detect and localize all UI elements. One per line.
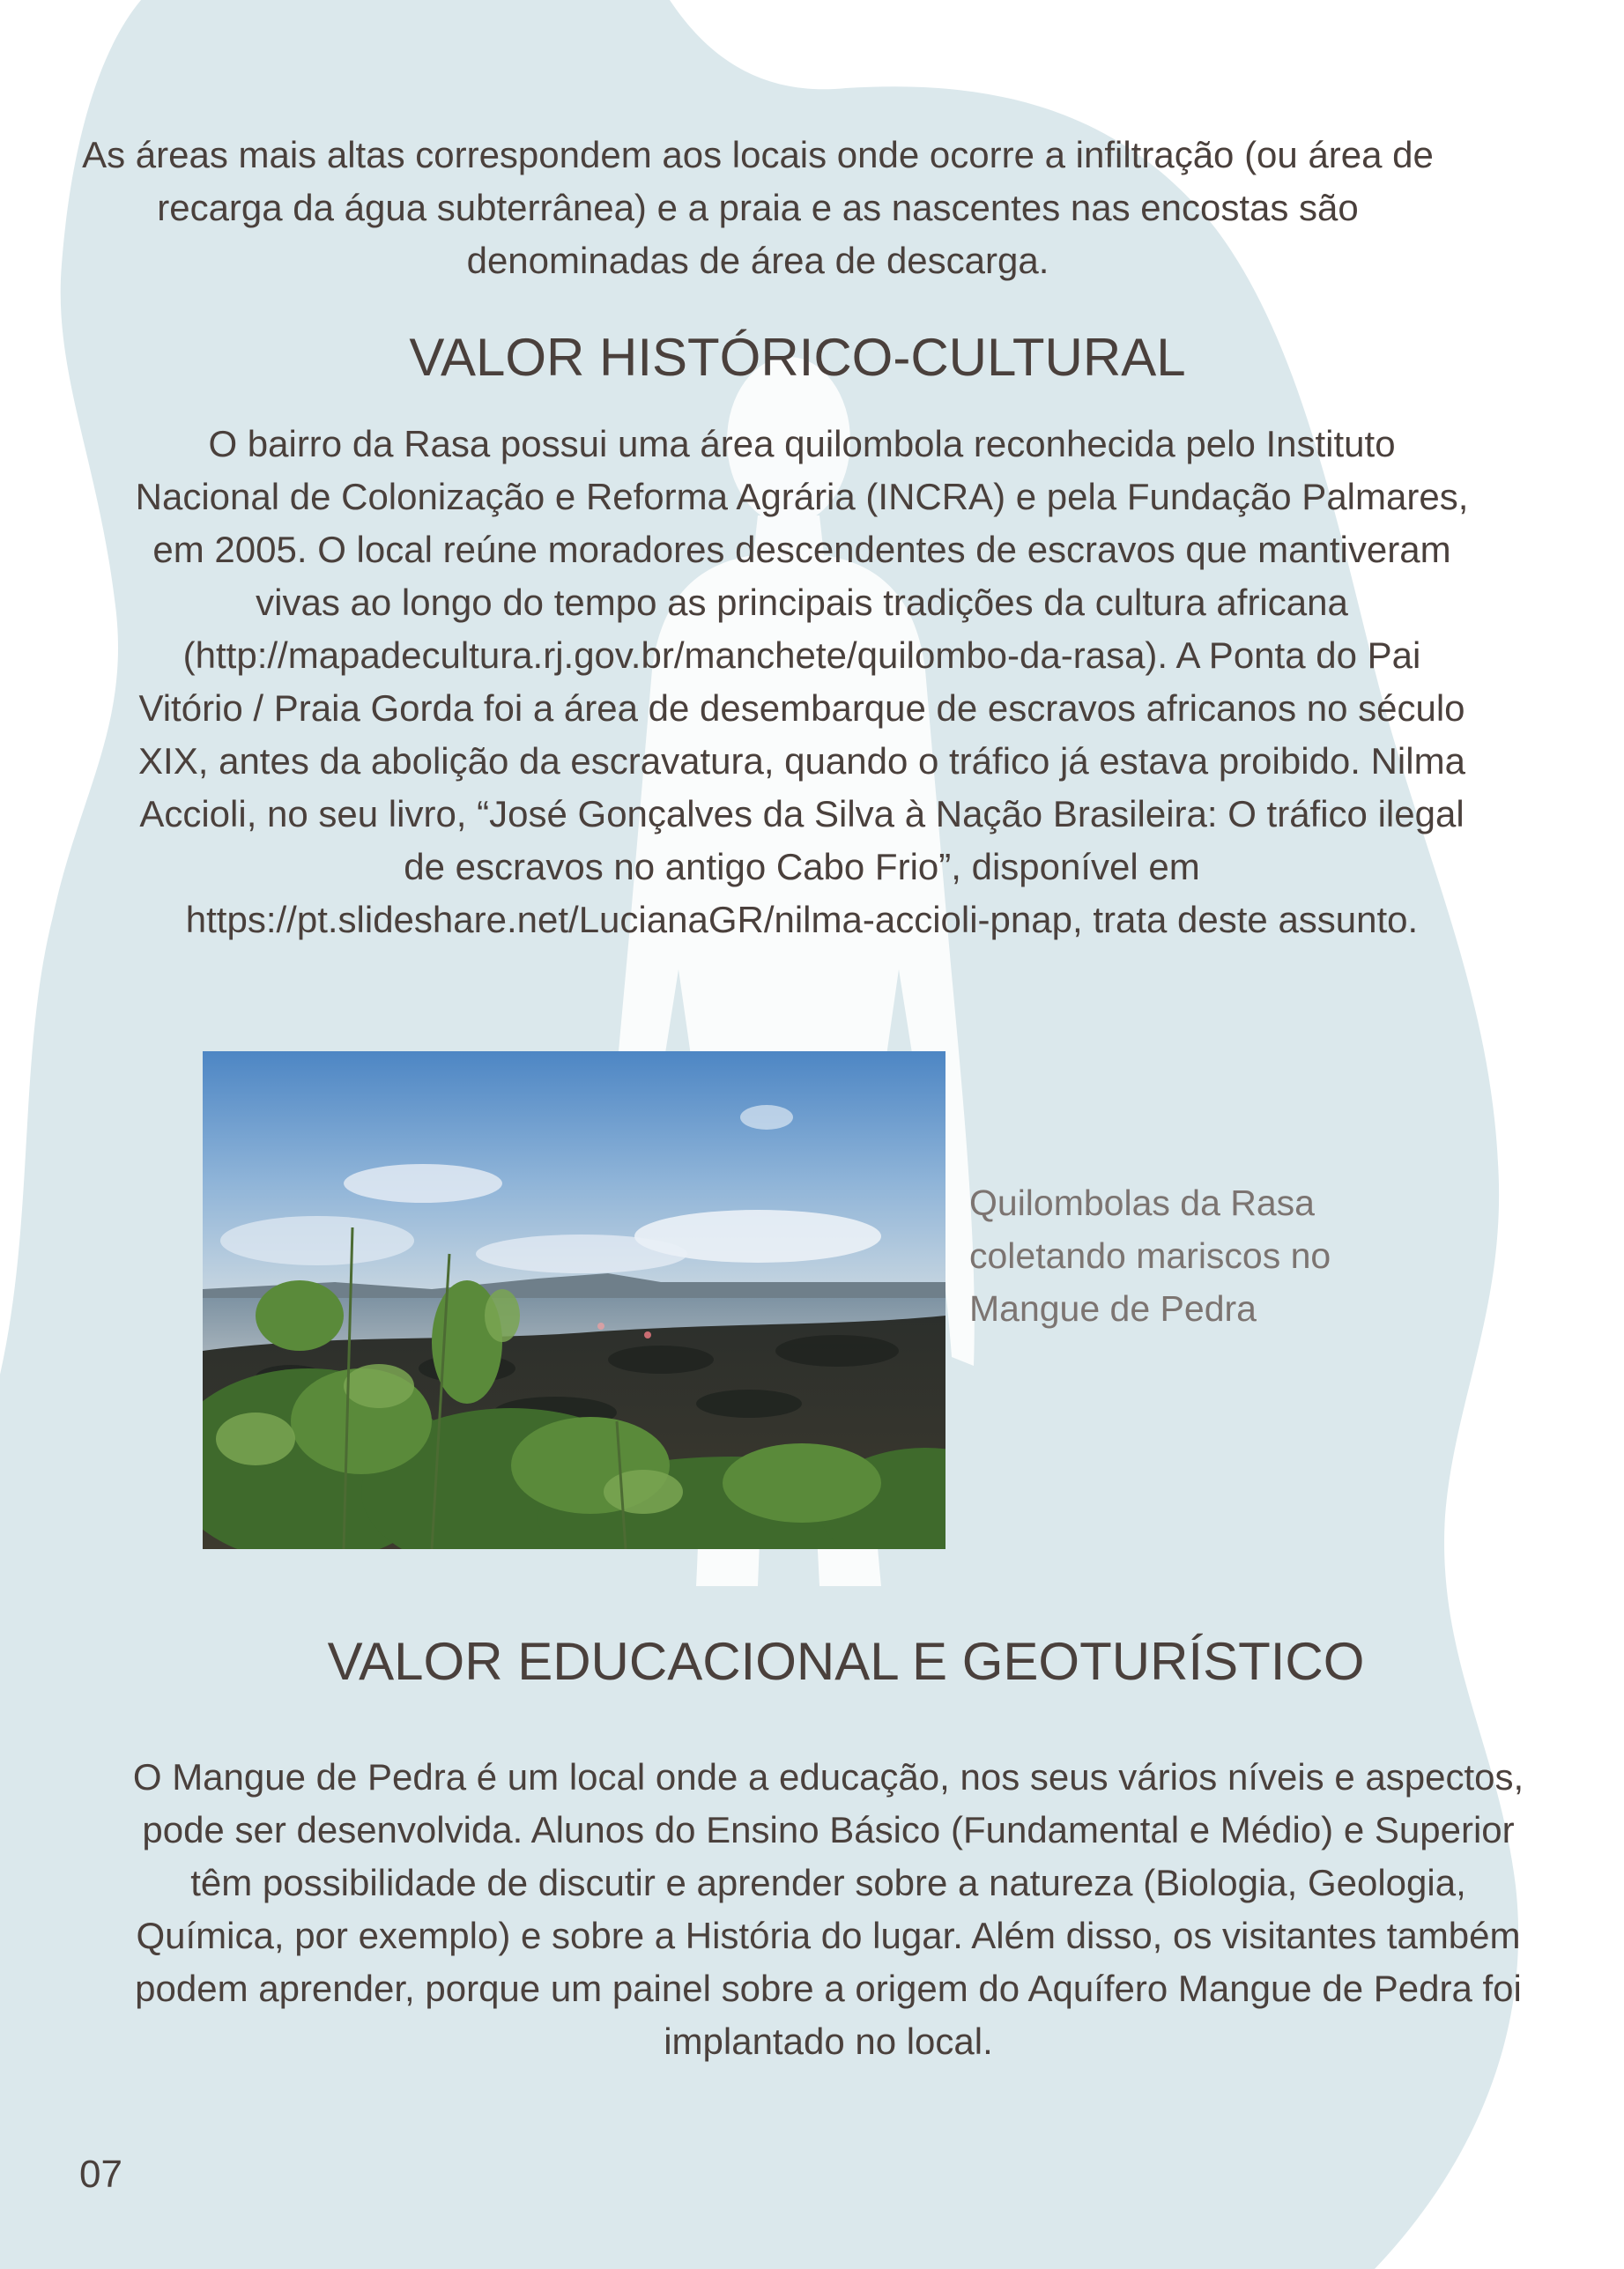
- photo-caption: Quilombolas da Rasa coletando mariscos no Mangue de Pedra: [969, 1183, 1331, 1329]
- page-number: 07: [79, 2153, 122, 2196]
- section-heading-historico-cultural: VALOR HISTÓRICO-CULTURAL: [409, 328, 1186, 387]
- photo-quilombolas-mangue-de-pedra: [203, 1051, 945, 1549]
- intro-paragraph: As áreas mais altas correspondem aos locais onde ocorre a infiltração (ou área de recarga da água subterrânea) e a praia e as nascentes nas encostas são denominadas de área de descarga.: [82, 134, 1434, 281]
- historico-cultural-paragraph: O bairro da Rasa possui uma área quilombola reconhecida pelo Instituto Nacional de Colonização e Reforma Agrária (INCRA) e pela Fundação Palmares, em 2005. O local reúne moradores descendentes de escravos que mantiveram vivas ao longo do tempo as principais tradições da cultura africana (http://mapadecultura.rj.gov.br/manchete/quilombo-da-rasa). A Ponta do Pai Vitório / Praia Gorda foi a área de desembarque de escravos africanos no século XIX, antes da abolição da escravatura, quando o tráfico já estava proibido. Nilma Accioli, no seu livro, “José Gonçalves da Silva à Nação Brasileira: O tráfico ilegal de escravos no antigo Cabo Frio”, disponível em https://pt.slideshare.net/LucianaGR/nilma-accioli-pnap, trata deste assunto.: [135, 423, 1469, 940]
- section-heading-educacional-geoturistico: VALOR EDUCACIONAL E GEOTURÍSTICO: [327, 1632, 1365, 1691]
- educacional-geoturistico-paragraph: O Mangue de Pedra é um local onde a educação, nos seus vários níveis e aspectos, pode ser desenvolvida. Alunos do Ensino Básico (Fundamental e Médio) e Superior têm possibilidade de discutir e aprender sobre a natureza (Biologia, Geologia, Química, por exemplo) e sobre a História do lugar. Além disso, os visitantes também podem aprender, porque um painel sobre a origem do Aquífero Mangue de Pedra foi implantado no local.: [132, 1756, 1524, 2062]
